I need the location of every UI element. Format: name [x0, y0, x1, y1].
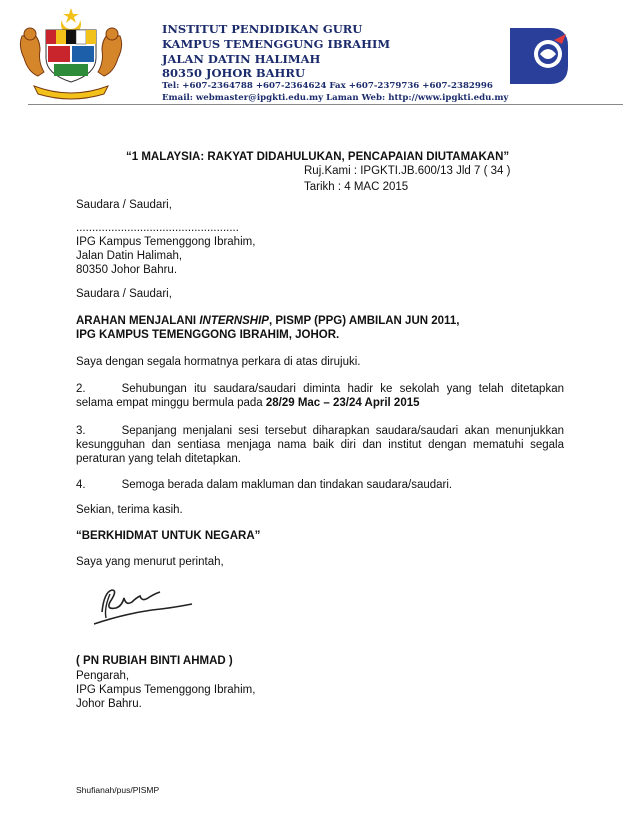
campus-name: KAMPUS TEMENGGUNG IBRAHIM	[162, 37, 391, 51]
signer-title: Pengarah,	[76, 670, 130, 682]
intro-paragraph: Saya dengan segala hormatnya perkara di atas dirujuki.	[76, 356, 361, 368]
paragraph-3: 3. Sepanjang menjalani sesi tersebut diharapkan saudara/saudari akan menunjukkan kesungguhan dan sentiasa menjaga nama baik diri dan institut dengan mematuhi segala peraturan yang telah ditetapkan.	[76, 425, 564, 465]
contact-phone-fax: Tel: +607-2364788 +607-2364624 Fax +607-2379736 +607-2382996	[162, 81, 493, 91]
crest-logo	[12, 6, 130, 100]
signer-city: Johor Bahru.	[76, 698, 142, 710]
reference-number: Ruj.Kami : IPGKTI.JB.600/13 Jld 7 ( 34 )	[304, 165, 511, 177]
address-line-1: IPG Kampus Temenggong Ibrahim,	[76, 236, 256, 248]
postcode-city: 80350 JOHOR BAHRU	[162, 66, 306, 80]
salutation-top: Saudara / Saudari,	[76, 199, 172, 211]
service-slogan: “BERKHIDMAT UNTUK NEGARA”	[76, 530, 261, 542]
footer-reference: Shufianah/pus/PISMP	[76, 785, 160, 795]
signer-organisation: IPG Kampus Temenggong Ibrahim,	[76, 684, 256, 696]
recipient-placeholder: ...................................................	[76, 222, 239, 234]
paragraph-4: 4. Semoga berada dalam makluman dan tindakan saudara/saudari.	[76, 479, 453, 491]
paragraph-2: 2. Sehubungan itu saudara/saudari diminta hadir ke sekolah yang telah ditetapkan selama empat minggu bermula pada 28/29 Mac – 23/24 April 2015	[76, 383, 564, 409]
address-line-2: Jalan Datin Halimah,	[76, 250, 183, 262]
institute-name: INSTITUT PENDIDIKAN GURU	[162, 22, 363, 36]
subject-emphasis: INTERNSHIP	[199, 315, 269, 327]
national-motto: “1 MALAYSIA: RAKYAT DIDAHULUKAN, PENCAPAIAN DIUTAMAKAN”	[126, 151, 510, 163]
subject-line-2: IPG KAMPUS TEMENGGONG IBRAHIM, JOHOR.	[76, 329, 340, 341]
logo-text: IPG	[495, 37, 514, 68]
closing: Sekian, terima kasih.	[76, 504, 183, 516]
contact-email-web: Email: webmaster@ipgkti.edu.my Laman Web: http://www.ipgkti.edu.my	[162, 93, 509, 103]
ipg-logo	[495, 24, 574, 88]
yours-faithfully: Saya yang menurut perintah,	[76, 556, 224, 568]
header-divider	[28, 104, 623, 105]
signer-name: ( PN RUBIAH BINTI AHMAD )	[76, 655, 233, 667]
address-line-3: 80350 Johor Bahru.	[76, 264, 178, 276]
street-address: JALAN DATIN HALIMAH	[162, 52, 321, 66]
subject-line-1: ARAHAN MENJALANI INTERNSHIP, PISMP (PPG) AMBILAN JUN 2011,	[76, 315, 460, 327]
letter-date: Tarikh : 4 MAC 2015	[304, 181, 409, 193]
salutation: Saudara / Saudari,	[76, 288, 172, 300]
internship-dates: 28/29 Mac – 23/24 April 2015	[265, 397, 420, 409]
signature	[88, 584, 208, 628]
